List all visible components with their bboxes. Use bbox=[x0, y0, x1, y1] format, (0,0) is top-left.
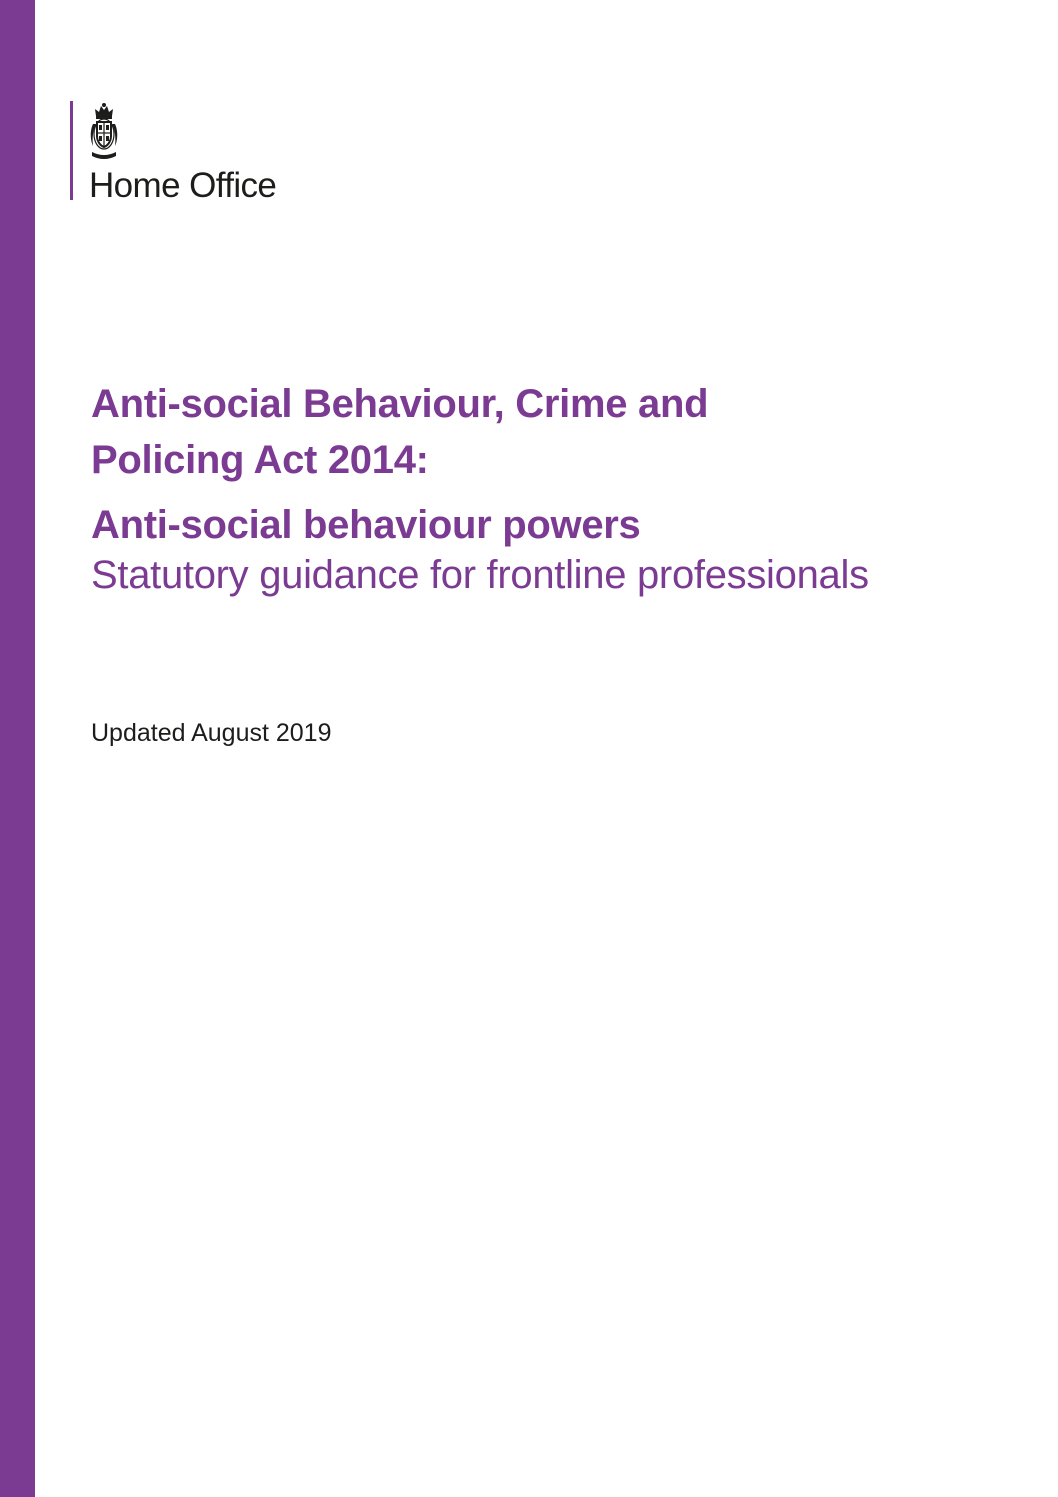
updated-date: Updated August 2019 bbox=[91, 719, 332, 747]
side-color-band bbox=[0, 0, 35, 1497]
home-office-logo bbox=[70, 101, 330, 203]
document-subtitle: Anti-social behaviour powers bbox=[91, 503, 641, 547]
royal-coat-of-arms-icon bbox=[89, 102, 119, 164]
document-subtitle-secondary: Statutory guidance for frontline professionals bbox=[91, 553, 869, 597]
organisation-name: Home Office bbox=[89, 166, 277, 205]
document-title-block bbox=[91, 376, 1031, 600]
document-title-line-2: Policing Act 2014: bbox=[91, 438, 429, 482]
logo-divider-rule bbox=[70, 101, 73, 200]
document-title-line-1: Anti-social Behaviour, Crime and bbox=[91, 382, 709, 426]
